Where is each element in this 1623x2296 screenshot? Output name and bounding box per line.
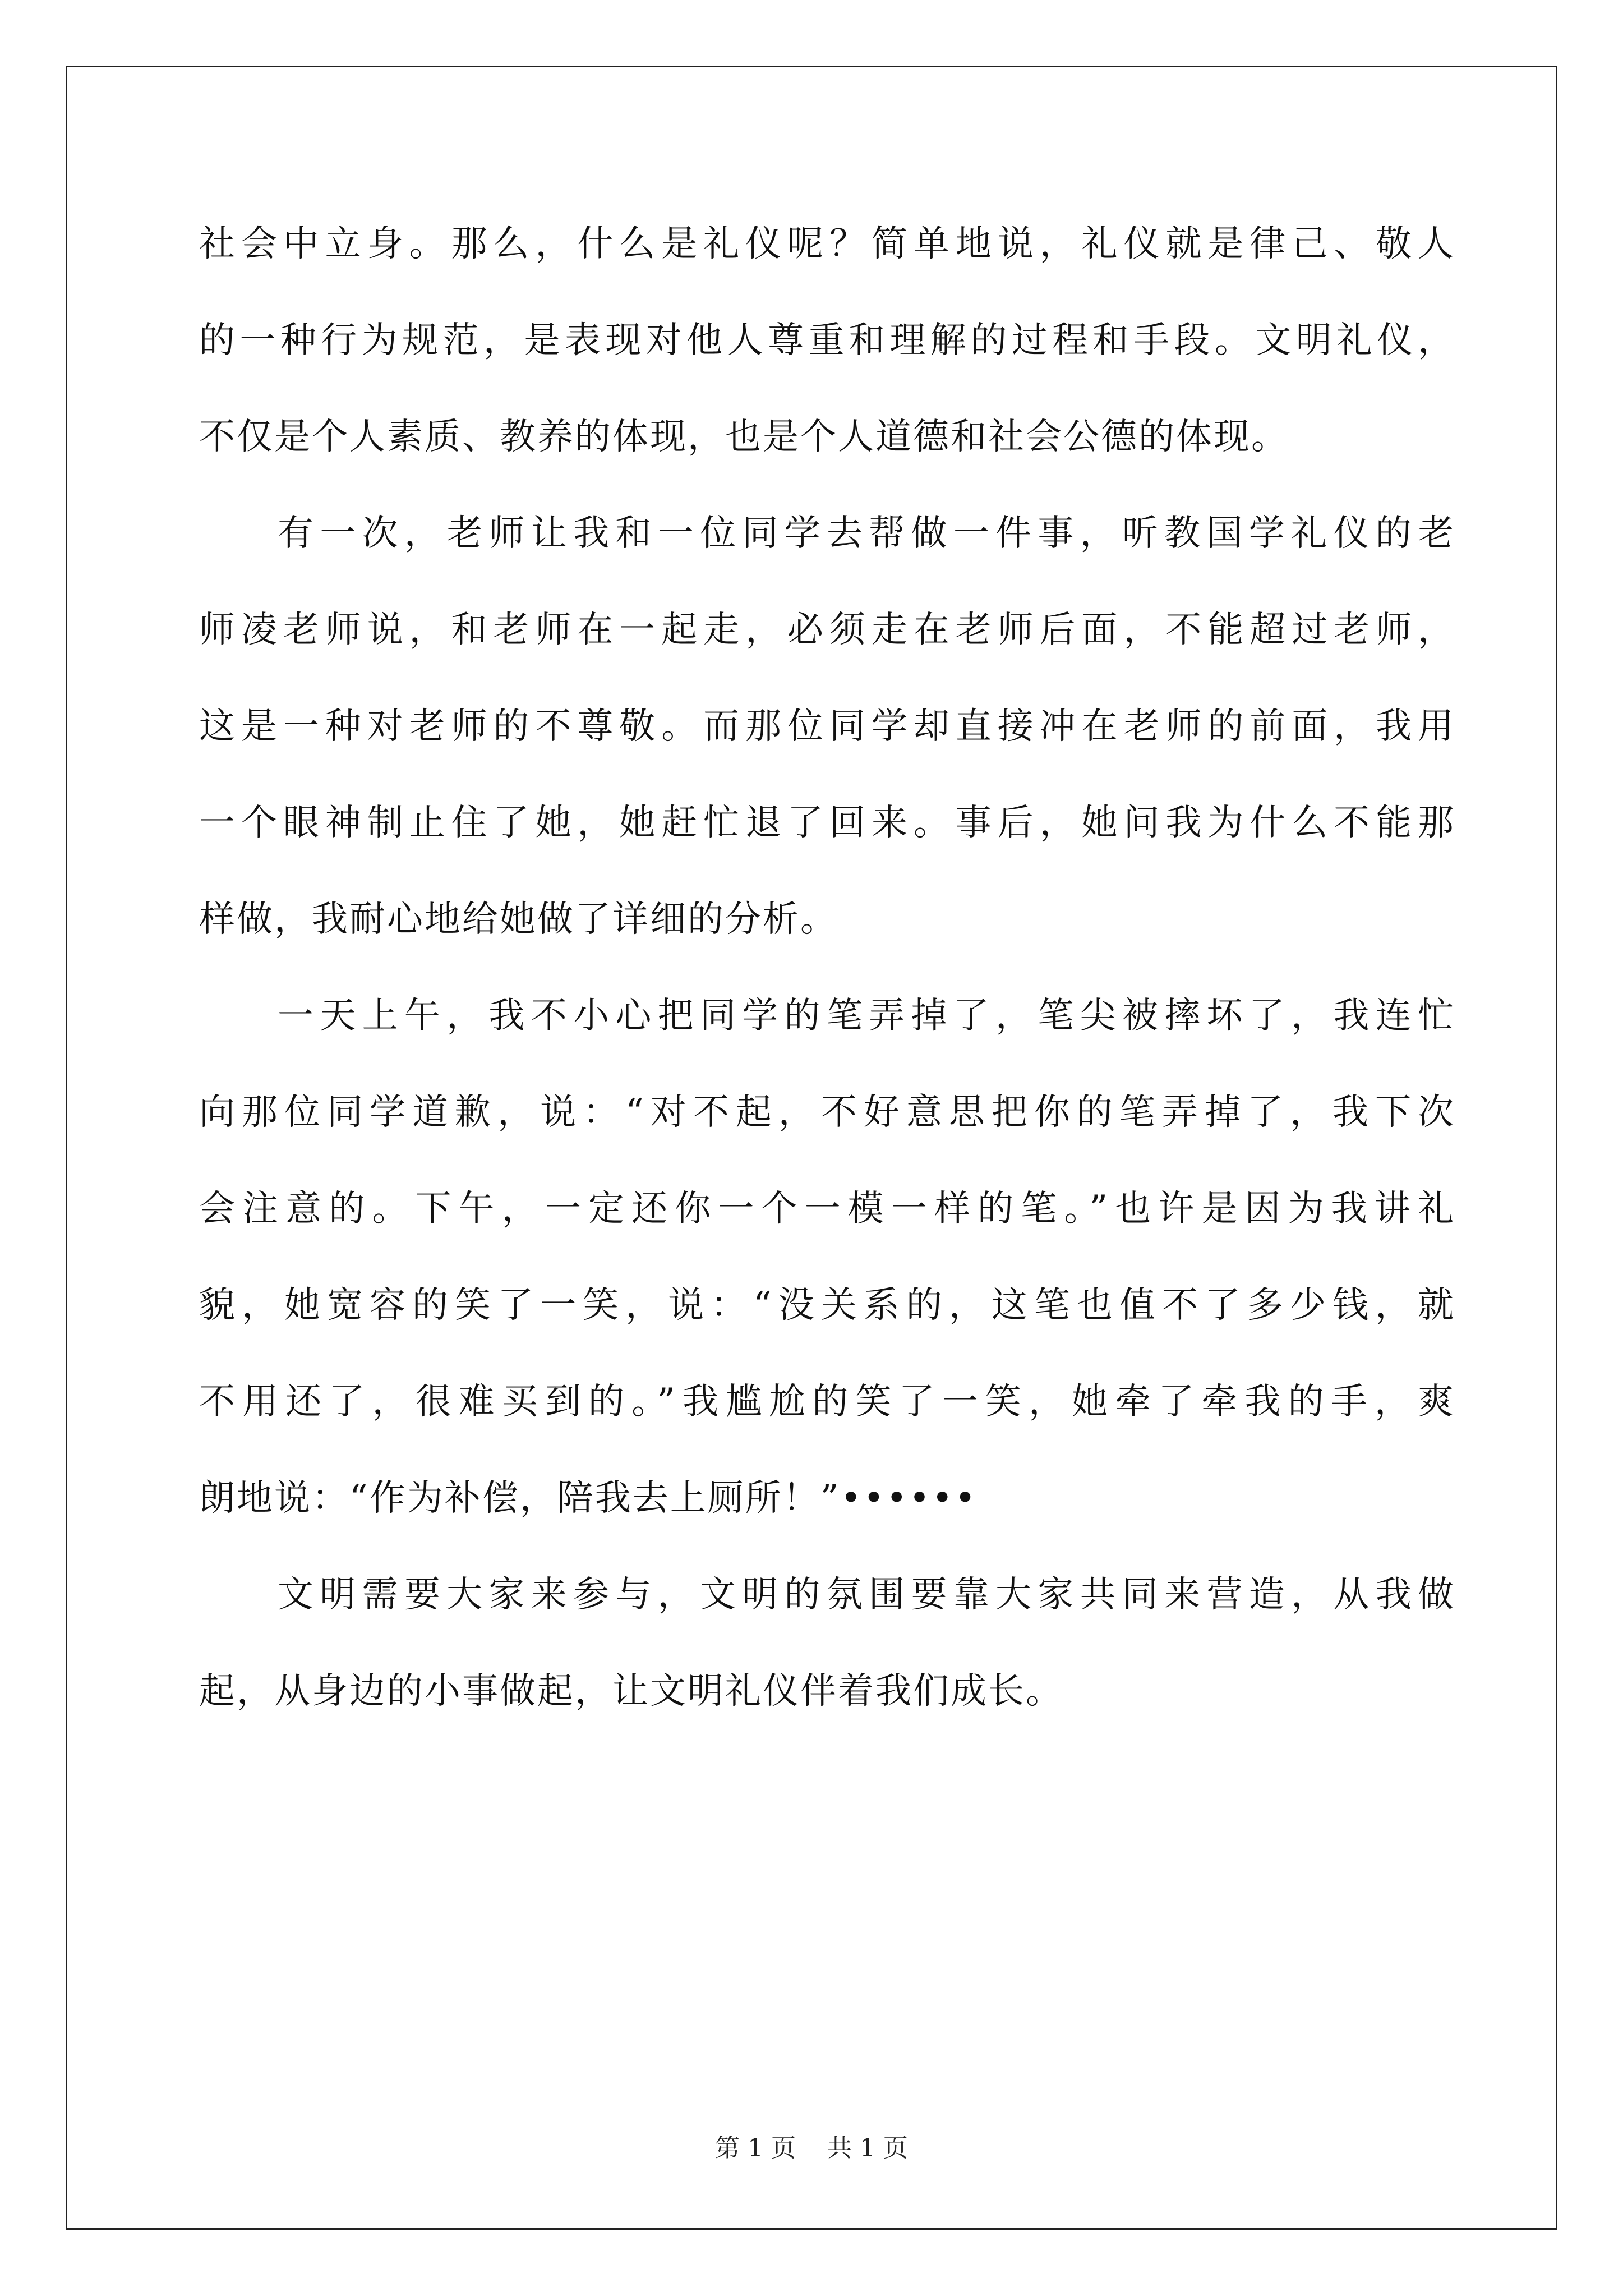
page-number-footer: 第 1 页 共 1 页 (715, 2134, 908, 2162)
paragraph-2-line-5: 样做，我耐心地给她做了详细的分析。 (199, 899, 838, 940)
paragraph-3-line-3: 会注意的。下午，一定还你一个一模一样的笔。”也许是因为我讲礼 (199, 1188, 1455, 1230)
paragraph-3-line-2: 向那位同学道歉，说：“对不起，不好意思把你的笔弄掉了，我下次 (199, 1092, 1455, 1133)
paragraph-4-line-2: 起，从身边的小事做起，让文明礼仪伴着我们成长。 (199, 1671, 1063, 1712)
document-body (199, 213, 1455, 1757)
paragraph-2-line-1: 有一次，老师让我和一位同学去帮做一件事，听教国学礼仪的老 (278, 513, 1455, 554)
paragraph-3-line-4: 貌，她宽容的笑了一笑，说：“没关系的，这笔也值不了多少钱，就 (199, 1285, 1455, 1326)
text-line-1: 社会中立身。那么，什么是礼仪呢？简单地说，礼仪就是律己、敬人 (199, 223, 1455, 265)
paragraph-2-line-3: 这是一种对老师的不尊敬。而那位同学却直接冲在老师的前面，我用 (199, 706, 1455, 747)
paragraph-3-line-5: 不用还了，很难买到的。”我尴尬的笑了一笑，她牵了牵我的手，爽 (199, 1381, 1455, 1423)
paragraph-2-line-2: 师凌老师说，和老师在一起走，必须走在老师后面，不能超过老师， (199, 609, 1455, 651)
text-line-2: 的一种行为规范，是表现对他人尊重和理解的过程和手段。文明礼仪， (199, 320, 1455, 361)
paragraph-2-line-4: 一个眼神制止住了她，她赶忙退了回来。事后，她问我为什么不能那 (199, 802, 1455, 844)
paragraph-3-line-6: 朗地说：“作为补偿，陪我去上厕所！”•••••• (199, 1478, 978, 1519)
text-line-3: 不仅是个人素质、教养的体现，也是个人道德和社会公德的体现。 (199, 416, 1289, 458)
paragraph-4-line-1: 文明需要大家来参与，文明的氛围要靠大家共同来营造，从我做 (278, 1574, 1455, 1616)
paragraph-3-line-1: 一天上午，我不小心把同学的笔弄掉了，笔尖被摔坏了，我连忙 (278, 995, 1455, 1037)
